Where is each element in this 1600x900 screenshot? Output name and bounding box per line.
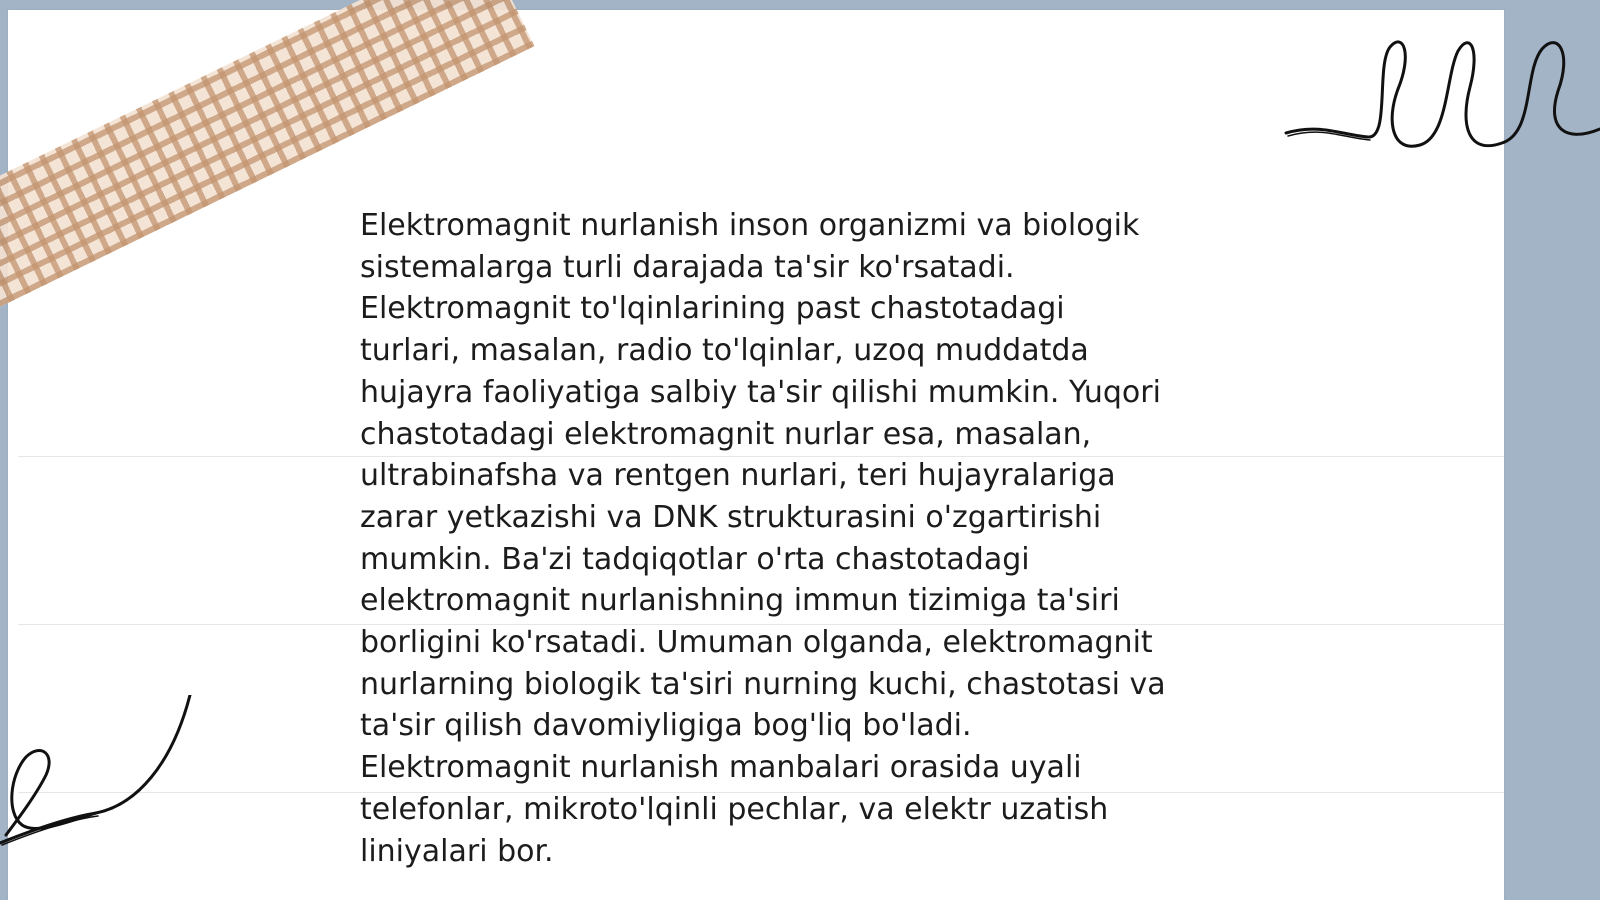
body-paragraph: Elektromagnit nurlanish inson organizmi va biologik sistemalarga turli darajada ta'sir ko'rsatadi. Elektromagnit to'lqinlarining past chastotadagi turlari, masalan, radio to'lqinlar, uzoq muddatda hujayra faoliyatiga salbiy ta'sir qilishi mumkin. Yuqori chastotadagi elektromagnit nurlar esa, masalan, ultrabinafsha va rentgen nurlari, teri hujayralariga zarar yetkazishi va DNK strukturasini o'zgartirishi mumkin. Ba'zi tadqiqotlar o'rta chastotadagi elektromagnit nurlanishning immun tizimiga ta'siri borligini ko'rsatadi. Umuman olganda, elektromagnit nurlarning biologik ta'siri nurning kuchi, chastotasi va ta'sir qilish davomiyligiga bog'liq bo'ladi. Elektromagnit nurlanish manbalari orasida uyali telefonlar, mikroto'lqinli pechlar, va elektr uzatish liniyalari bor.	[360, 208, 1166, 869]
